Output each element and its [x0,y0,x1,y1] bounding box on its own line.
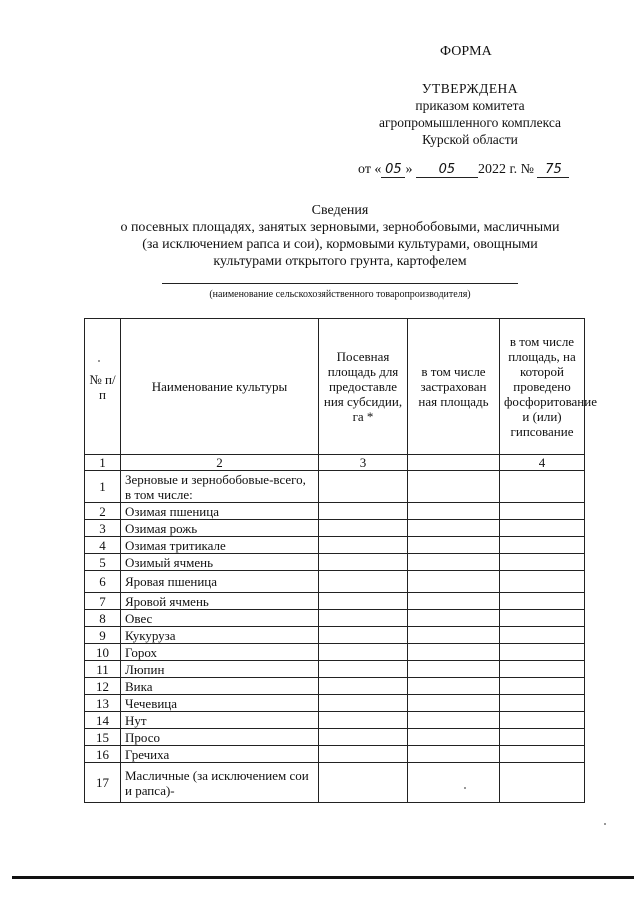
row-number: 17 [85,763,121,803]
phosphor-area-cell[interactable] [500,520,585,537]
insured-area-cell[interactable] [408,503,500,520]
table-row [85,644,585,661]
insured-area-cell[interactable] [408,610,500,627]
insured-area-cell[interactable] [408,627,500,644]
crop-name: Яровая пшеница [121,571,319,593]
phosphor-area-cell[interactable] [500,712,585,729]
table-row [85,729,585,746]
title-line-4: культурами открытого грунта, картофелем [213,254,467,269]
insured-area-cell[interactable] [408,644,500,661]
scan-speck [98,360,100,362]
row-number: 14 [85,712,121,729]
crops-table [84,318,597,803]
title-line-2: о посевных площадях, занятых зерновыми, зернобобовыми, масличными [120,220,560,235]
table-row [85,571,585,593]
table-row [85,520,585,537]
insured-area-cell[interactable] [408,471,500,503]
approved-by-line-1: приказом комитета [415,98,525,113]
phosphor-area-cell[interactable] [500,537,585,554]
crop-name: Кукуруза [121,627,319,644]
insured-area-cell[interactable] [408,695,500,712]
table-row [85,537,585,554]
col-number-4: 4 [500,455,585,471]
crop-name: Озимый ячмень [121,554,319,571]
crop-name: Чечевица [121,695,319,712]
crop-name: Нут [121,712,319,729]
area-cell[interactable] [319,763,408,803]
document-title [80,202,600,270]
crop-name: Озимая тритикале [121,537,319,554]
crop-name: Горох [121,644,319,661]
table-row [85,678,585,695]
crop-name: Гречиха [121,746,319,763]
approval-block [360,80,580,148]
row-number: 2 [85,503,121,520]
insured-area-cell[interactable] [408,661,500,678]
row-number: 8 [85,610,121,627]
header-area: Посевная площадь для предоставле ния субсидии, га * [319,319,408,455]
date-year: 2022 г. № [477,162,534,177]
row-number: 12 [85,678,121,695]
row-number: 10 [85,644,121,661]
area-cell[interactable] [319,729,408,746]
phosphor-area-cell[interactable] [500,763,585,803]
crop-name: Масличные (за исключением сои и рапса)- [121,763,319,803]
row-number: 16 [85,746,121,763]
title-line-3: (за исключением рапса и сои), кормовыми культурами, овощными [142,237,538,252]
date-prefix: от « [358,162,382,177]
area-cell[interactable] [319,571,408,593]
order-number: 75 [537,162,569,178]
row-number: 5 [85,554,121,571]
table-row [85,712,585,729]
header-name: Наименование культуры [121,319,319,455]
table-row [85,593,585,610]
area-cell[interactable] [319,644,408,661]
col-number-1: 1 [85,455,121,471]
phosphor-area-cell[interactable] [500,661,585,678]
date-day: 05 [381,162,405,178]
date-mid: » [405,162,413,177]
approved-by-line-2: агропромышленного комплекса [379,115,561,130]
area-cell[interactable] [319,471,408,503]
table-row [85,471,585,503]
insured-area-cell[interactable] [408,729,500,746]
date-month: 05 [416,162,478,178]
phosphor-area-cell[interactable] [500,678,585,695]
header-insured: в том числе застрахован ная площадь [408,319,500,455]
table-row [85,746,585,763]
area-cell[interactable] [319,678,408,695]
approved-by-line-3: Курской области [422,132,518,147]
table-row [85,554,585,571]
table-row [85,695,585,712]
row-number: 9 [85,627,121,644]
row-number: 1 [85,471,121,503]
area-cell[interactable] [319,661,408,678]
phosphor-area-cell[interactable] [500,610,585,627]
crop-name: Просо [121,729,319,746]
crop-name: Яровой ячмень [121,593,319,610]
title-line-1: Сведения [311,203,369,218]
phosphor-area-cell[interactable] [500,503,585,520]
area-cell[interactable] [319,537,408,554]
insured-area-cell[interactable] [408,537,500,554]
crop-name: Вика [121,678,319,695]
crop-name: Озимая пшеница [121,503,319,520]
bottom-divider [12,876,634,879]
insured-area-cell[interactable] [408,746,500,763]
row-number: 3 [85,520,121,537]
phosphor-area-cell[interactable] [500,554,585,571]
area-cell[interactable] [319,627,408,644]
table-row [85,763,585,803]
crop-name: Овес [121,610,319,627]
col-number-3: 3 [319,455,408,471]
area-cell[interactable] [319,503,408,520]
row-number: 15 [85,729,121,746]
insured-area-cell[interactable] [408,763,500,803]
row-number: 13 [85,695,121,712]
area-cell[interactable] [319,695,408,712]
row-number: 4 [85,537,121,554]
phosphor-area-cell[interactable] [500,593,585,610]
header-num: № п/п [85,319,121,455]
phosphor-area-cell[interactable] [500,471,585,503]
area-cell[interactable] [319,712,408,729]
phosphor-area-cell[interactable] [500,695,585,712]
col-number-2: 2 [121,455,319,471]
area-cell[interactable] [319,610,408,627]
organization-name-line[interactable] [162,283,518,284]
insured-area-cell[interactable] [408,678,500,695]
column-number-row [85,455,585,471]
approved-heading: УТВЕРЖДЕНА [421,81,519,96]
phosphor-area-cell[interactable] [500,644,585,661]
row-number: 11 [85,661,121,678]
crop-name: Озимая рожь [121,520,319,537]
area-cell[interactable] [319,746,408,763]
form-label: ФОРМА [440,44,492,59]
crop-name: Зерновые и зернобобовые-всего, в том числе: [121,471,319,503]
insured-area-cell[interactable] [408,712,500,729]
row-number: 6 [85,571,121,593]
insured-area-cell[interactable] [408,593,500,610]
organization-caption: (наименование сельскохозяйственного товаропроизводителя) [209,289,471,300]
phosphor-area-cell[interactable] [500,746,585,763]
area-cell[interactable] [319,554,408,571]
phosphor-area-cell[interactable] [500,571,585,593]
order-date-line [358,162,569,178]
insured-area-cell[interactable] [408,520,500,537]
table-row [85,661,585,678]
header-phosphor: в том числе площадь, на которой проведено фосфоритование и (или) гипсование [500,319,585,455]
scan-speck [604,823,606,825]
table-header-row [85,319,585,455]
table-row [85,610,585,627]
table-row [85,503,585,520]
area-cell[interactable] [319,593,408,610]
area-cell[interactable] [319,520,408,537]
row-number: 7 [85,593,121,610]
crop-name: Люпин [121,661,319,678]
insured-area-cell[interactable] [408,571,500,593]
phosphor-area-cell[interactable] [500,729,585,746]
col-number-insured [408,455,500,471]
phosphor-area-cell[interactable] [500,627,585,644]
scan-speck [464,787,466,789]
insured-area-cell[interactable] [408,554,500,571]
table-row [85,627,585,644]
